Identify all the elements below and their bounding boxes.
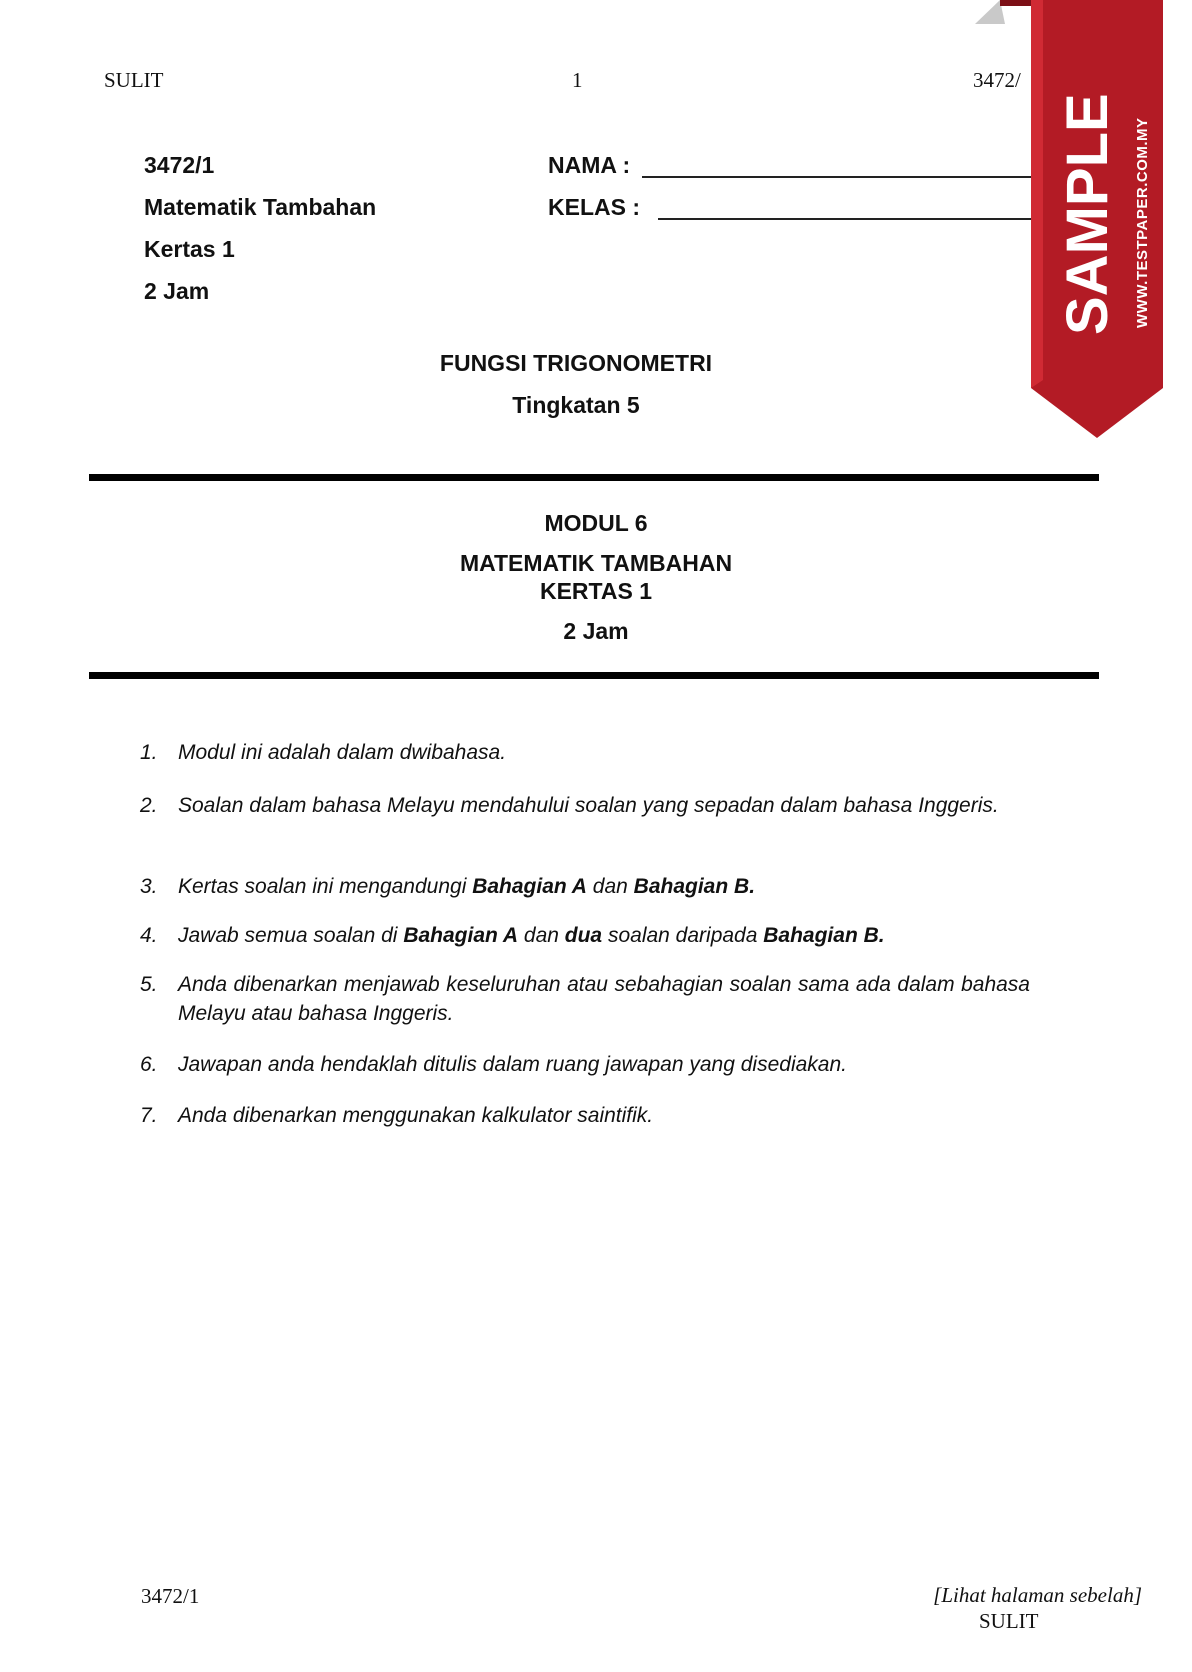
instruction-number: 1. [140, 741, 158, 764]
instruction-item [140, 872, 1030, 901]
instruction-text: Soalan dalam bahasa Melayu mendahului soalan yang sepadan dalam bahasa Inggeris. [178, 794, 999, 817]
topic-form: Tingkatan 5 [512, 392, 640, 418]
instruction-number: 4. [140, 924, 158, 947]
ribbon-url: WWW.TESTPAPER.COM.MY [1134, 117, 1151, 328]
instruction-text: Anda dibenarkan menggunakan kalkulator saintifik. [178, 1104, 654, 1127]
instruction-item [140, 1050, 1030, 1079]
footer-classification: SULIT [979, 1609, 1039, 1633]
header-classification: SULIT [104, 68, 164, 92]
divider-bottom [89, 672, 1099, 679]
header-paper-code: 3472/ [973, 68, 1021, 92]
next-page-note: [Lihat halaman sebelah] [933, 1583, 1142, 1607]
instruction-text: Kertas soalan ini mengandungi Bahagian A dan Bahagian B. [178, 875, 756, 898]
instruction-text: Modul ini adalah dalam dwibahasa. [178, 741, 507, 764]
instruction-item [140, 970, 1030, 1028]
instruction-number: 5. [140, 973, 158, 996]
ribbon-word: SAMPLE [1055, 93, 1120, 335]
divider-top [89, 474, 1099, 481]
module-title: MODUL 6 [544, 510, 648, 536]
paper-duration: 2 Jam [144, 278, 210, 304]
instruction-text: Anda dibenarkan menjawab keseluruhan atau sebahagian soalan sama ada dalam bahasa Melayu atau bahasa Inggeris. [178, 973, 1030, 1025]
instruction-item [140, 921, 1030, 950]
instruction-number: 3. [140, 875, 158, 898]
instruction-number: 7. [140, 1104, 158, 1127]
instruction-text: Jawapan anda hendaklah ditulis dalam ruang jawapan yang disediakan. [178, 1053, 847, 1076]
module-paper: KERTAS 1 [539, 578, 653, 604]
class-label: KELAS : [548, 194, 640, 220]
instruction-number: 6. [140, 1053, 158, 1076]
name-label: NAMA : [548, 152, 631, 178]
module-duration: 2 Jam [563, 618, 629, 644]
instruction-item [140, 791, 1030, 820]
subject-name: Matematik Tambahan [144, 194, 377, 220]
instruction-item [140, 738, 1030, 767]
topic-title: FUNGSI TRIGONOMETRI [439, 350, 713, 376]
paper-code: 3472/1 [144, 152, 215, 178]
page-number: 1 [572, 68, 583, 92]
sample-ribbon [975, 0, 1192, 450]
instruction-item [140, 1101, 1030, 1130]
footer-paper-code: 3472/1 [141, 1584, 200, 1608]
paper-number: Kertas 1 [144, 236, 235, 262]
instruction-text: Jawab semua soalan di Bahagian A dan dua soalan daripada Bahagian B. [178, 924, 885, 947]
instruction-number: 2. [140, 794, 158, 817]
ribbon-highlight [1031, 0, 1043, 388]
module-subject: MATEMATIK TAMBAHAN [459, 550, 733, 576]
